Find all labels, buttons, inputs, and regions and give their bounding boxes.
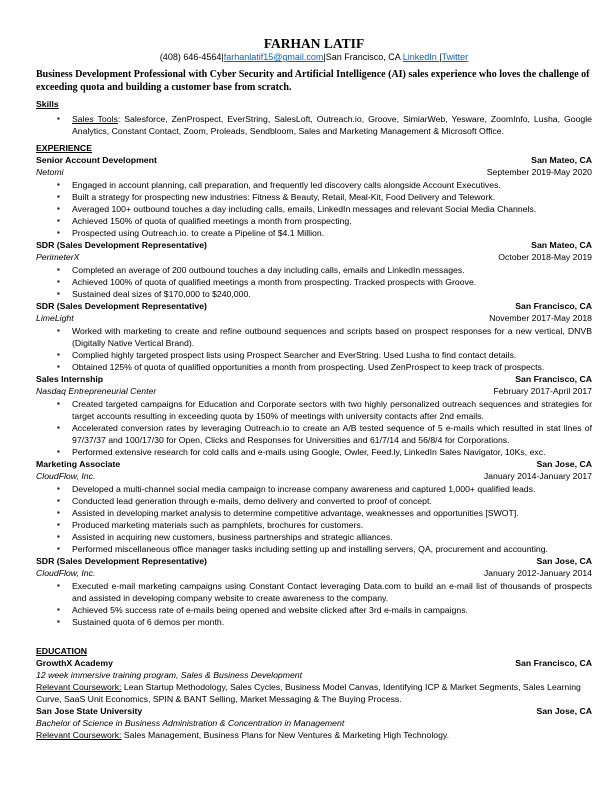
job-header — [36, 239, 592, 251]
school-program: Bachelor of Science in Business Administration & Concentration in Management — [36, 718, 345, 728]
bullet-item: ▪ Averaged 100+ outbound touches a day including calls, emails, LinkedIn messages and relevant Social Media Channels. — [36, 203, 592, 215]
education-heading: EDUCATION — [36, 646, 87, 656]
job-location: San Francisco, CA — [515, 301, 592, 311]
bullet-item: ▪ Conducted lead generation through e-mails, demo delivery and converted to proof of concept. — [36, 495, 592, 507]
linkedin-link[interactable]: LinkedIn — [402, 52, 440, 62]
coursework-label: Relevant Coursework: — [36, 682, 122, 692]
job-header — [36, 154, 592, 166]
job-header — [36, 458, 592, 470]
skills-list — [36, 113, 592, 137]
separator: | — [221, 52, 224, 62]
bullet-item: ▪ Performed miscellaneous office manager tasks including setting up and installing servers, QA, procurement and accounting. — [36, 543, 592, 555]
school-name: GrowthX Academy — [36, 658, 113, 668]
job-location: San Jose, CA — [536, 459, 592, 469]
job-location: San Mateo, CA — [531, 155, 592, 165]
skills-item — [36, 113, 592, 137]
job-company-row — [36, 470, 592, 482]
coursework — [36, 681, 592, 705]
email-link[interactable]: farhanlatif15@gmail.com — [223, 52, 324, 62]
job-company-row — [36, 312, 592, 324]
job-entry — [36, 373, 592, 458]
job-title: SDR (Sales Development Representative) — [36, 240, 207, 250]
job-bullets — [36, 179, 592, 239]
job-header — [36, 555, 592, 567]
job-title: Senior Account Development — [36, 155, 157, 165]
skills-text: : Salesforce, ZenProspect, EverString, SalesLoft, Outreach.io, Groove, SimiarWeb, Yesware, ZoomInfo, Lusha, Google Analytics, Constant Contact, Zoom, Proleads, Sendbloom, Sales and Marketing Management & Microsoft Office. — [72, 114, 592, 136]
job-title: SDR (Sales Development Representative) — [36, 301, 207, 311]
job-entry — [36, 458, 592, 555]
separator: | — [323, 52, 326, 62]
bullet-item: ▪ Executed e-mail marketing campaigns using Constant Contact leveraging Data.com to build an e-mail list of thousands of prospects and assisted in developing company website to create awareness to the company. — [36, 580, 592, 604]
coursework-text: Sales Management, Business Plans for New Ventures & Marketing High Technology. — [121, 730, 450, 740]
company-name: PerimeterX — [36, 252, 80, 262]
bullet-item: ▪ Completed an average of 200 outbound touches a day including calls, emails and LinkedIn messages. — [36, 264, 592, 276]
bullet-item: ▪ Sustained quota of 6 demos per month. — [36, 616, 592, 628]
bullet-item: ▪ Achieved 100% of quota of qualified meetings a month from prospecting. Tracked prospects with Groove. — [36, 276, 592, 288]
job-company-row — [36, 166, 592, 178]
school-location: San Jose, CA — [536, 706, 592, 716]
coursework — [36, 729, 592, 741]
bullet-item: ▪ Worked with marketing to create and refine outbound sequences and scripts based on prospect responses for a new vertical, DNVB (Digitally Native Vertical Brand). — [36, 325, 592, 349]
bullet-item: ▪ Performed extensive research for cold calls and e-mails using Google, Owler, Feed.ly, LinkedIn Sales Navigator, 10Ks, exc. — [36, 446, 592, 458]
job-bullets — [36, 580, 592, 628]
company-name: CloudFlow, Inc. — [36, 471, 96, 481]
skills-label: Sales Tools — [72, 114, 118, 124]
job-dates: February 2017-April 2017 — [493, 386, 592, 396]
skills-heading: Skills — [36, 99, 59, 109]
school-location: San Francisco, CA — [515, 658, 592, 668]
bullet-item: ▪ Engaged in account planning, call preparation, and frequently led discovery calls alongside Account Executives. — [36, 179, 592, 191]
company-name: LimeLight — [36, 313, 74, 323]
bullet-item: ▪ Developed a multi-channel social media campaign to increase company awareness and captured 1,000+ qualified leads. — [36, 483, 592, 495]
bullet-item: ▪ Accelerated conversion rates by leveraging Outreach.io to create an A/B tested sequence of 5 e-mails which resulted in stat lines of 97/37/37 and 100/17/30 for Open, Clicks and Responses for Universities and 61/7/14 and 56/8/4 for Corporations. — [36, 422, 592, 446]
education-list — [36, 657, 592, 741]
job-header — [36, 373, 592, 385]
job-title: Sales Internship — [36, 374, 104, 384]
company-name: Nasdaq Entrepreneurial Center — [36, 386, 157, 396]
bullet-item: ▪ Achieved 150% of quota of qualified meetings a month from prospecting. — [36, 215, 592, 227]
bullet-item: ▪ Prospected using Outreach.io. to create a Pipeline of $4.1 Million. — [36, 227, 592, 239]
school-header — [36, 657, 592, 669]
job-dates: January 2014-January 2017 — [483, 471, 592, 481]
job-entry — [36, 300, 592, 373]
job-company-row — [36, 567, 592, 579]
headline: Business Development Professional with Cyber Security and Artificial Intelligence (AI) sales experience who loves the challenge of exceeding quota and building a customer base from scratch. — [36, 69, 590, 93]
job-entry — [36, 154, 592, 239]
job-bullets — [36, 325, 592, 373]
bullet-item: ▪ Created targeted campaigns for Education and Corporate sectors with two highly personalized outreach sequences and strategies for target accounts resulting in exceeding quota by 150% of meetings with university contacts after 2nd emails. — [36, 398, 592, 422]
coursework-label: Relevant Coursework: — [36, 730, 122, 740]
coursework-text: Lean Startup Methodology, Sales Cycles, Business Model Canvas, Identifying ICP & Market Segments, Sales Learning Curve, SaaS Unit Economics, SPIN & BANT Selling, Market Messaging & The Buying Process. — [36, 682, 581, 704]
location: San Francisco, CA — [325, 52, 401, 62]
experience-list — [36, 154, 592, 628]
bullet-item: ▪ Built a strategy for prospecting new industries: Fitness & Beauty, Retail, Meal-Kit, Food Delivery and Telework. — [36, 191, 592, 203]
school-name: San Jose State University — [36, 706, 143, 716]
separator: | — [439, 52, 442, 62]
job-entry — [36, 239, 592, 300]
school-program: 12 week immersive training program, Sales & Business Development — [36, 670, 303, 680]
job-bullets — [36, 483, 592, 555]
bullet-item: ▪ Assisted in developing market analysis to determine competitive advantage, weaknesses and opportunities [SWOT]. — [36, 507, 592, 519]
school-header — [36, 705, 592, 717]
job-title: SDR (Sales Development Representative) — [36, 556, 207, 566]
bullet-item: ▪ Sustained deal sizes of $170,000 to $240,000. — [36, 288, 592, 300]
bullet-item: ▪ Obtained 125% of quota of qualified opportunities a month from prospecting. Used ZenProspect to keep track of prospects. — [36, 361, 592, 373]
job-location: San Jose, CA — [536, 556, 592, 566]
job-company-row — [36, 385, 592, 397]
job-bullets — [36, 264, 592, 300]
job-company-row — [36, 251, 592, 263]
job-dates: January 2012-January 2014 — [483, 568, 592, 578]
job-dates: November 2017-May 2018 — [489, 313, 592, 323]
job-bullets — [36, 398, 592, 458]
company-name: CloudFlow, Inc. — [36, 568, 96, 578]
job-title: Marketing Associate — [36, 459, 121, 469]
resume-page — [36, 36, 592, 741]
job-location: San Francisco, CA — [515, 374, 592, 384]
experience-heading: EXPERIENCE — [36, 143, 93, 153]
job-header — [36, 300, 592, 312]
twitter-link[interactable]: Twitter — [441, 52, 469, 62]
job-entry — [36, 555, 592, 628]
bullet-item: ▪ Complied highly targeted prospect lists using Prospect Searcher and EverString. Used Lusha to find contact details. — [36, 349, 592, 361]
bullet-item: ▪ Assisted in acquiring new customers, business partnerships and strategic alliances. — [36, 531, 592, 543]
bullet-item: ▪ Achieved 5% success rate of e-mails being opened and website clicked after 3rd e-mails in campaigns. — [36, 604, 592, 616]
job-dates: September 2019-May 2020 — [486, 167, 592, 177]
job-dates: October 2018-May 2019 — [498, 252, 592, 262]
bullet-item: ▪ Produced marketing materials such as pamphlets, brochures for customers. — [36, 519, 592, 531]
contact-line — [36, 51, 592, 63]
phone: (408) 646-4564 — [159, 52, 222, 62]
job-location: San Mateo, CA — [531, 240, 592, 250]
company-name: Netomi — [36, 167, 64, 177]
candidate-name: FARHAN LATIF — [263, 36, 365, 51]
